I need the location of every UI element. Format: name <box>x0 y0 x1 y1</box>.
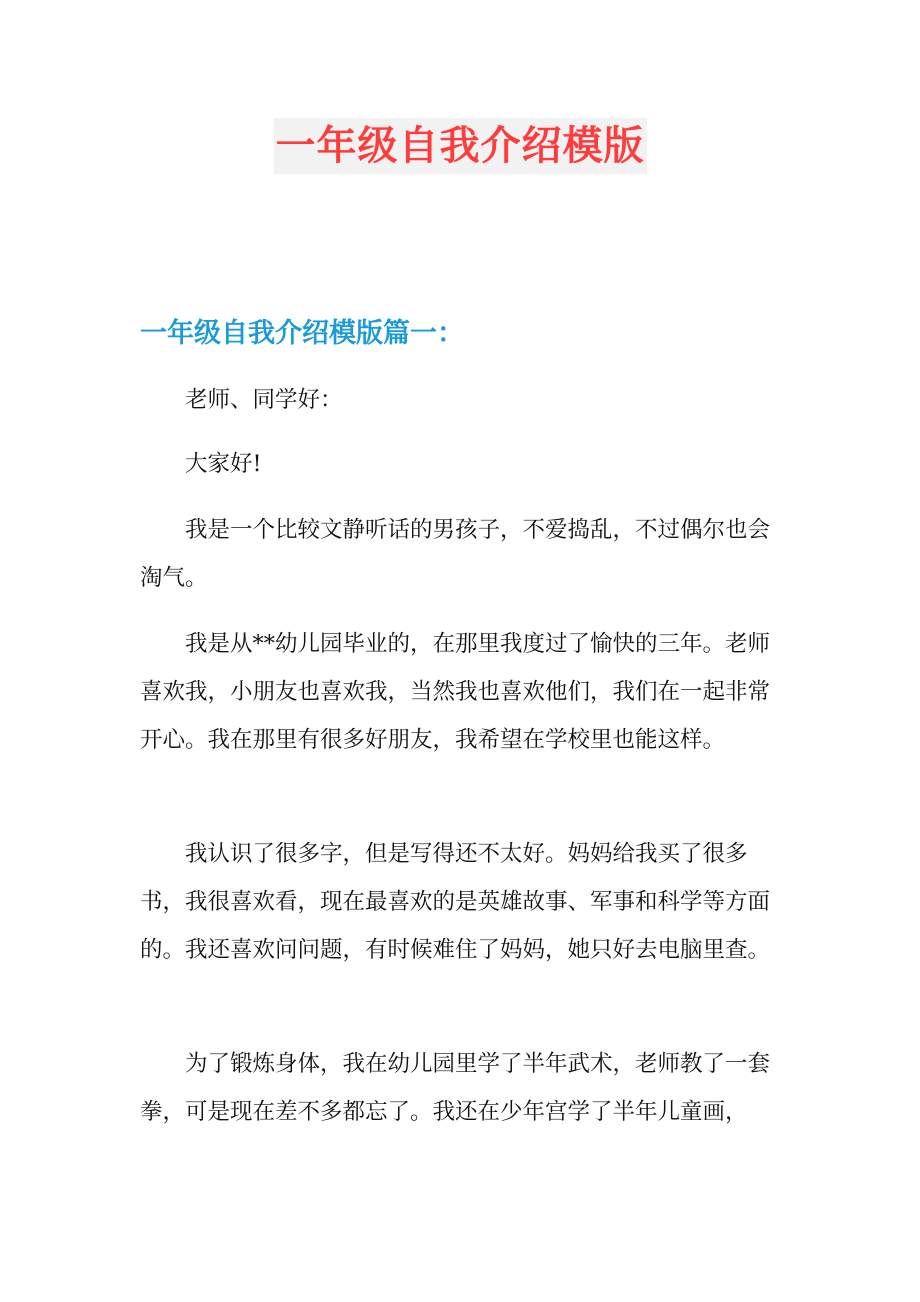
paragraph-activities: 为了锻炼身体，我在幼儿园里学了半年武术，老师教了一套拳，可是现在差不多都忘了。我还在少年宫学了半年儿童画， <box>140 1051 771 1125</box>
paragraph-kindergarten: 我是从**幼儿园毕业的，在那里我度过了愉快的三年。老师喜欢我，小朋友也喜欢我，当然我也喜欢他们，我们在一起非常开心。我在那里有很多好朋友，我希望在学校里也能这样。 <box>140 631 771 753</box>
paragraph-personality: 我是一个比较文静听话的男孩子，不爱捣乱，不过偶尔也会淘气。 <box>140 517 771 591</box>
paragraph-reading: 我认识了很多字，但是写得还不太好。妈妈给我买了很多书，我很喜欢看，现在最喜欢的是英雄故事、军事和科学等方面的。我还喜欢问问题，有时候难住了妈妈，她只好去电脑里查。 <box>140 841 771 963</box>
document-title: 一年级自我介绍模版 <box>274 118 647 174</box>
paragraph-greeting-teachers: 老师、同学好： <box>185 387 343 413</box>
paragraph-greeting-everyone: 大家好! <box>185 451 262 477</box>
title-container <box>0 118 920 174</box>
section-heading: 一年级自我介绍模版篇一： <box>140 318 464 349</box>
